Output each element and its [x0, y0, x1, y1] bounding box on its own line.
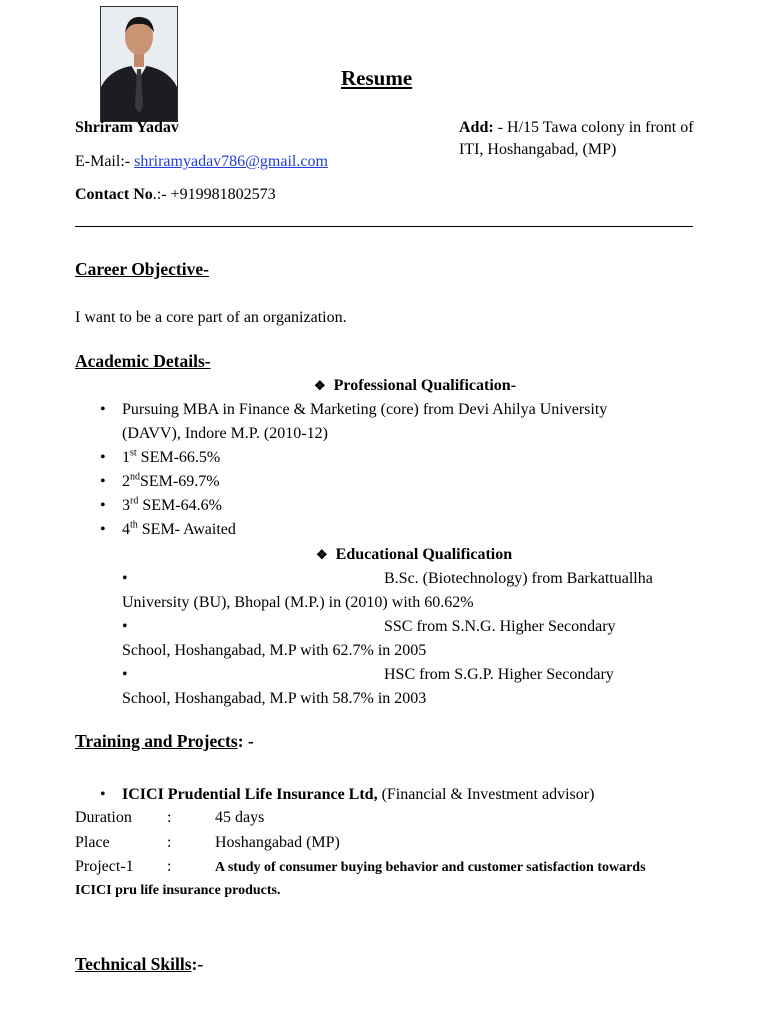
- contact-line: [75, 186, 276, 204]
- educational-qualification-label: Educational Qualification: [335, 546, 513, 563]
- duration-label: Duration: [75, 809, 132, 826]
- place-value: Hoshangabad (MP): [215, 834, 340, 851]
- place-label: Place: [75, 834, 110, 851]
- hsc-line-2: School, Hoshangabad, M.P with 58.7% in 2003: [122, 690, 427, 707]
- project-label: Project-1: [75, 858, 134, 875]
- bullet-dot: •: [122, 618, 128, 635]
- contact-label: Contact No: [75, 186, 153, 203]
- address-text-1: - H/15 Tawa colony in front of: [493, 119, 694, 136]
- diamond-bullet-icon: ❖: [314, 378, 326, 393]
- address-label: Add:: [459, 119, 494, 136]
- bullet-dot: •: [122, 570, 128, 587]
- technical-skills-heading: [75, 954, 203, 975]
- training-heading: [75, 731, 254, 752]
- project-colon: :: [167, 858, 172, 875]
- address-line-1: [459, 119, 694, 137]
- bsc-line-1: B.Sc. (Biotechnology) from Barkattuallha: [384, 570, 653, 587]
- sem-3: • 3rd SEM-64.6%: [122, 497, 222, 515]
- technical-skills-label: Technical Skills: [75, 954, 192, 974]
- person-photo-icon: [101, 7, 177, 121]
- candidate-name: Shriram Yadav: [75, 119, 179, 136]
- training-role: (Financial & Investment advisor): [377, 786, 595, 803]
- duration-value: 45 days: [215, 809, 265, 826]
- bsc-line-2: University (BU), Bhopal (M.P.) in (2010) with 60.62%: [122, 594, 474, 611]
- email-link[interactable]: shriramyadav786@gmail.com: [134, 153, 328, 170]
- bullet-dot: •: [122, 666, 128, 683]
- training-company: ICICI Prudential Life Insurance Ltd,: [122, 786, 378, 803]
- career-objective-text: I want to be a core part of an organization.: [75, 309, 347, 326]
- sem-4: • 4th SEM- Awaited: [122, 521, 236, 539]
- horizontal-divider: [75, 226, 693, 227]
- profile-photo: [100, 6, 178, 122]
- technical-skills-suffix: :-: [191, 954, 204, 974]
- academic-details-heading: Academic Details-: [75, 351, 211, 371]
- duration-colon: :: [167, 809, 172, 826]
- contact-number: .:- +919981802573: [152, 186, 276, 203]
- mba-line-1: • Pursuing MBA in Finance & Marketing (core) from Devi Ahilya University: [122, 401, 607, 419]
- sem-2: • 2ndSEM-69.7%: [122, 473, 220, 491]
- training-heading-suffix: : -: [237, 731, 254, 751]
- place-colon: :: [167, 834, 172, 851]
- training-heading-label: Training and Projects: [75, 731, 238, 751]
- diamond-bullet-icon: ❖: [316, 547, 328, 562]
- educational-qualification-heading: [316, 546, 512, 564]
- sem-1: • 1st SEM-66.5%: [122, 449, 220, 467]
- mba-line-2: (DAVV), Indore M.P. (2010-12): [122, 425, 328, 442]
- project-desc-line-1: A study of consumer buying behavior and customer satisfaction towards: [215, 860, 646, 875]
- email-label: E-Mail:-: [75, 153, 135, 170]
- training-company-line: [122, 786, 594, 804]
- ssc-line-2: School, Hoshangabad, M.P with 62.7% in 2005: [122, 642, 427, 659]
- ssc-line-1: SSC from S.N.G. Higher Secondary: [384, 618, 616, 635]
- professional-qualification-label: Professional Qualification-: [333, 377, 517, 394]
- email-line: [75, 153, 328, 171]
- professional-qualification-heading: [314, 377, 516, 395]
- career-objective-heading: Career Objective-: [75, 259, 209, 279]
- project-desc-line-2: ICICI pru life insurance products.: [75, 883, 281, 898]
- address-line-2: ITI, Hoshangabad, (MP): [459, 141, 617, 158]
- resume-title: Resume: [341, 66, 413, 90]
- hsc-line-1: HSC from S.G.P. Higher Secondary: [384, 666, 614, 683]
